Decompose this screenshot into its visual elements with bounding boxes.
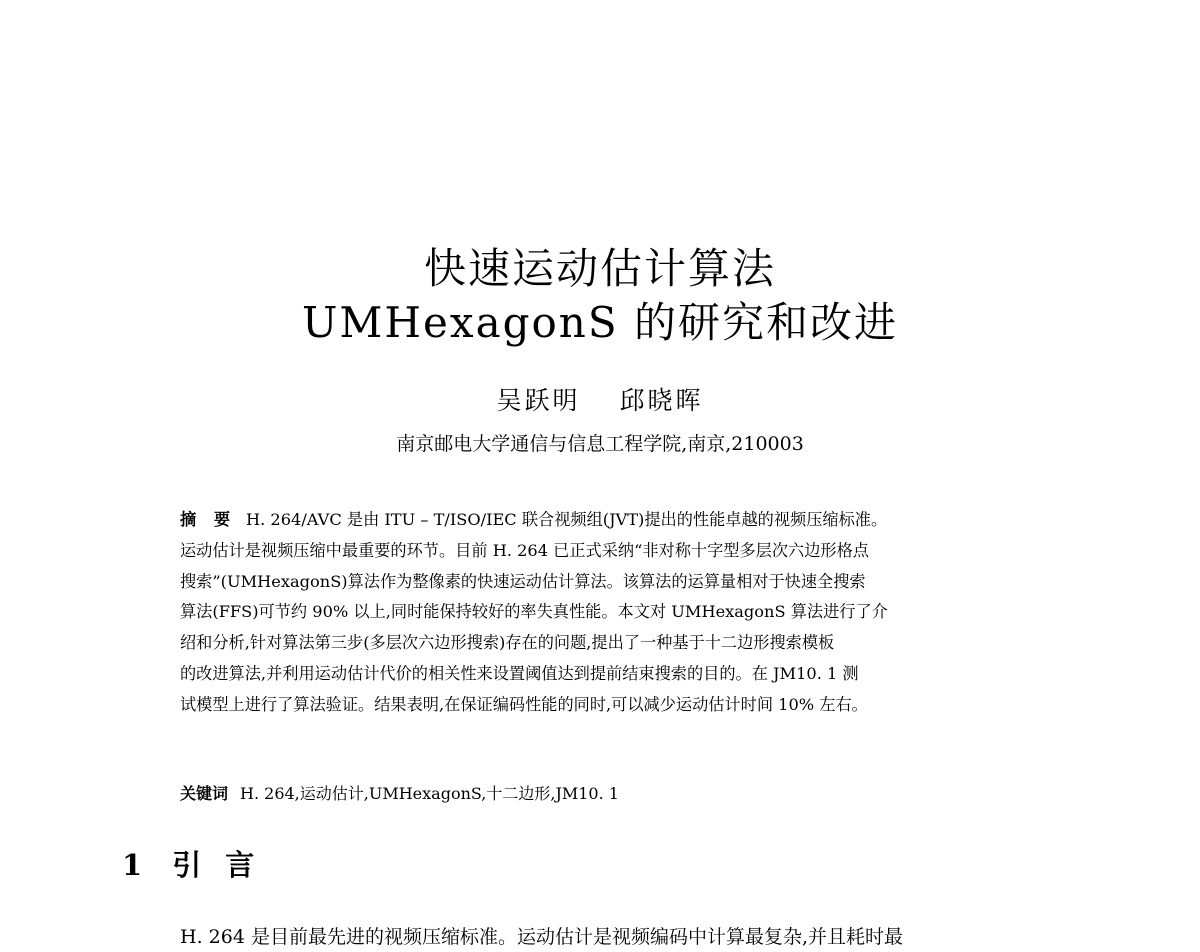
- abstract-line-6: 的改进算法,并利用运动估计代价的相关性来设置阈值达到提前结束搜索的目的。在 JM10. 1 测: [180, 663, 859, 683]
- section-number: 1: [122, 848, 143, 882]
- keywords: [180, 779, 1053, 809]
- abstract-line-1: [180, 505, 1053, 536]
- abstract-line-3: 搜索”(UMHexagonS)算法作为整像素的快速运动估计算法。该算法的运算量相对于快速全搜索: [180, 571, 866, 591]
- abstract-line-2: 运动估计是视频压缩中最重要的环节。目前 H. 264 已正式采纳“非对称十字型多层次六边形格点: [180, 540, 869, 560]
- author-1: 吴跃明: [496, 386, 581, 415]
- paper-title-line-1: 快速运动估计算法: [423, 244, 776, 293]
- abstract-line-7: 试模型上进行了算法验证。结果表明,在保证编码性能的同时,可以减少运动估计时间 10% 左右。: [180, 694, 868, 714]
- author-list: [0, 385, 1200, 417]
- section-title: 引言: [172, 848, 279, 882]
- keywords-label: 关键词: [180, 784, 229, 803]
- keywords-text: H. 264,运动估计,UMHexagonS,十二边形,JM10. 1: [240, 784, 619, 803]
- abstract-label: 摘 要: [180, 510, 237, 529]
- abstract: [180, 505, 1053, 721]
- abstract-text-1: H. 264/AVC 是由 ITU – T/ISO/IEC 联合视频组(JVT)提出的性能卓越的视频压缩标准。: [246, 510, 888, 529]
- affiliation: 南京邮电大学通信与信息工程学院,南京,210003: [396, 433, 804, 455]
- abstract-line-4: 算法(FFS)可节约 90% 以上,同时能保持较好的率失真性能。本文对 UMHexagonS 算法进行了介: [180, 602, 888, 622]
- section-heading: [122, 845, 278, 885]
- paper-title-line-2: UMHexagonS 的研究和改进: [302, 298, 898, 347]
- body-paragraph-first-line: H. 264 是目前最先进的视频压缩标准。运动估计是视频编码中计算最复杂,并且耗时最: [180, 926, 903, 948]
- abstract-line-5: 绍和分析,针对算法第三步(多层次六边形搜索)存在的问题,提出了一种基于十二边形搜索模板: [180, 633, 835, 653]
- author-2: 邱晓晖: [619, 386, 704, 415]
